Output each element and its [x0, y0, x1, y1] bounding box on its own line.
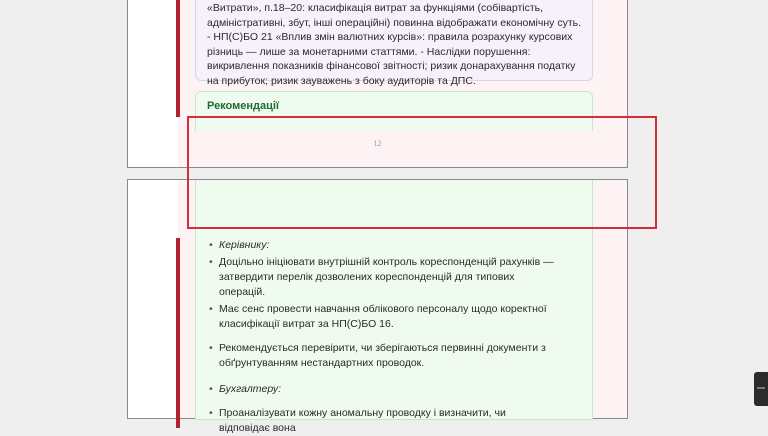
recommendations-title: Рекомендації	[207, 100, 280, 112]
report-accent-rule	[176, 0, 180, 117]
recommendations-list	[207, 238, 557, 436]
accountant-heading: • Бухгалтеру:	[207, 382, 557, 397]
list-item: • Доцільно ініціювати внутрішній контроль кореспонденцій рахунків — затвердити перелік дозволених кореспонденцій для типових операцій.	[207, 255, 557, 300]
page-number: 12	[373, 139, 382, 148]
report-accent-rule	[176, 238, 180, 428]
list-item: • Рекомендується перевірити, чи зберігаються первинні документи з обґрунтуванням нестандартних проводок.	[207, 341, 557, 371]
scrollbar-grip-icon	[757, 387, 765, 389]
list-item: • Проаналізувати кожну аномальну проводку і визначити, чи відповідає вона	[207, 406, 557, 436]
list-item: • Має сенс провести навчання облікового персоналу щодо коректної класифікації витрат за НП(С)БО 16.	[207, 302, 557, 332]
scrollbar-thumb[interactable]	[754, 372, 768, 406]
regulation-text: «Витрати», п.18–20: класифікація витрат за функціями (собівартість, адміністративні, збут, інші операційні) повинна відображати економічну суть. - НП(С)БО 21 «Вплив змін валютних курсів»: правила розрахунку курсових різниць — лише за монетарними статтями. - Наслідки порушення: викривлення показників фінансової звітності; ризик донарахування податку на прибуток; ризик зауважень з боку аудиторів та ДПС.	[207, 2, 582, 87]
regulation-box	[195, 0, 593, 87]
manager-heading: • Керівнику:	[207, 238, 557, 253]
selection-highlight	[187, 116, 657, 229]
